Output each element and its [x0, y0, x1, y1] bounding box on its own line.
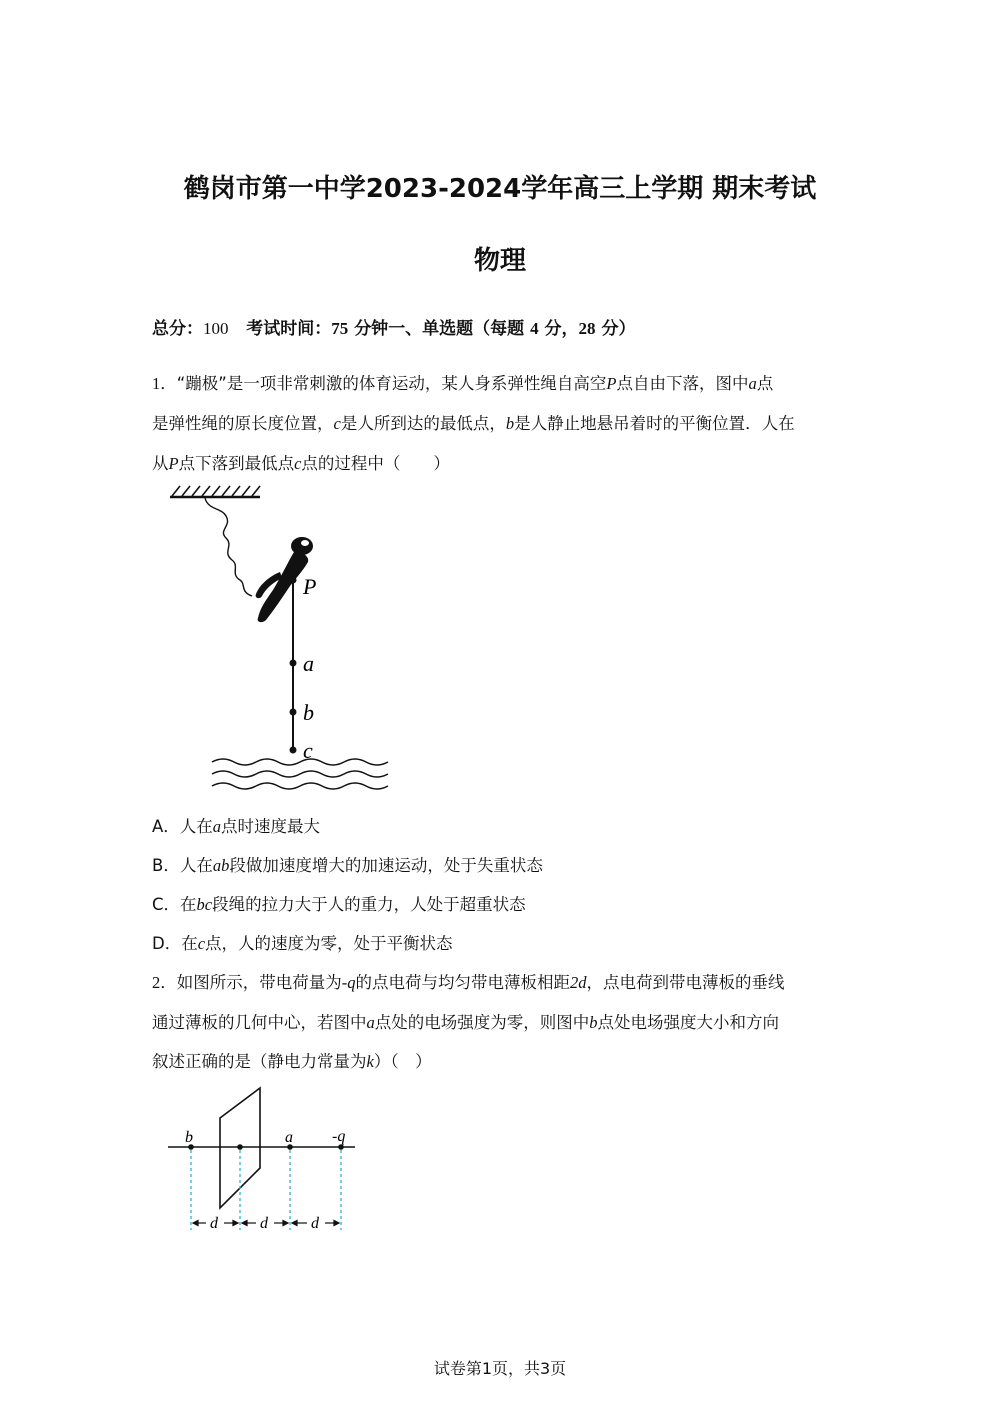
charged-plate-figure: [160, 1080, 380, 1240]
q1-line-1: 1．“蹦极”是一项非常刺激的体育运动，某人身系弹性绳自高空P点自由下落，图中a点: [152, 374, 774, 393]
label-b: b: [303, 700, 314, 725]
exam-title: 鹤岗市第一中学2023-2024学年高三上学期 期末考试: [183, 174, 817, 204]
q2-line-3: 叙述正确的是（静电力常量为k）（ ）: [152, 1052, 432, 1071]
label-d-2: d: [260, 1215, 268, 1232]
label-a: a: [285, 1129, 293, 1146]
subject-title: 物理: [473, 246, 526, 276]
point-b: [290, 709, 297, 716]
q2-line-2: 通过薄板的几何中心，若图中a点处的电场强度为零，则图中b点处电场强度大小和方向: [152, 1013, 779, 1032]
label-d-3: d: [311, 1215, 319, 1232]
exam-info: 总分：100 考试时间：75 分钟一、单选题（每题 4 分，28 分）: [152, 319, 636, 339]
bungee-figure: [160, 480, 400, 800]
q1-number: 1．: [152, 374, 177, 393]
total-score: 100: [203, 319, 229, 338]
q1-option-C[interactable]: C．在bc段绳的拉力大于人的重力，人处于超重状态: [152, 895, 526, 914]
point-c: [290, 747, 297, 754]
plate-center: [237, 1144, 243, 1150]
point-charge: [338, 1144, 344, 1150]
q1-line-3: 从P点下落到最低点c点的过程中（ ）: [152, 454, 450, 473]
point-P: [290, 577, 297, 584]
label-c: c: [303, 738, 313, 763]
q2-line-1: 2．如图所示，带电荷量为-q的点电荷与均匀带电薄板相距2d，点电荷到带电薄板的垂线: [152, 973, 785, 992]
elastic-rope: [205, 498, 252, 596]
ceiling-hatch: [172, 486, 260, 496]
q1-option-B[interactable]: B．人在ab段做加速度增大的加速运动，处于失重状态: [152, 856, 543, 875]
q1-option-A[interactable]: A．人在a点时速度最大: [152, 817, 321, 836]
point-a: [290, 660, 297, 667]
label-charge: -q: [332, 1128, 346, 1145]
label-d-1: d: [210, 1215, 218, 1232]
label-P: P: [303, 574, 317, 599]
label-a: a: [303, 651, 314, 676]
q1-line-2: 是弹性绳的原长度位置，c是人所到达的最低点，b是人静止地悬吊着时的平衡位置．人在: [152, 414, 795, 433]
water-waves: [212, 759, 388, 789]
page-footer: 试卷第1页，共3页: [433, 1359, 567, 1378]
exam-time: 75: [331, 319, 349, 338]
label-b: b: [185, 1129, 193, 1146]
q2-number: 2．: [152, 973, 177, 992]
q1-option-D[interactable]: D．在c点，人的速度为零，处于平衡状态: [152, 934, 453, 953]
